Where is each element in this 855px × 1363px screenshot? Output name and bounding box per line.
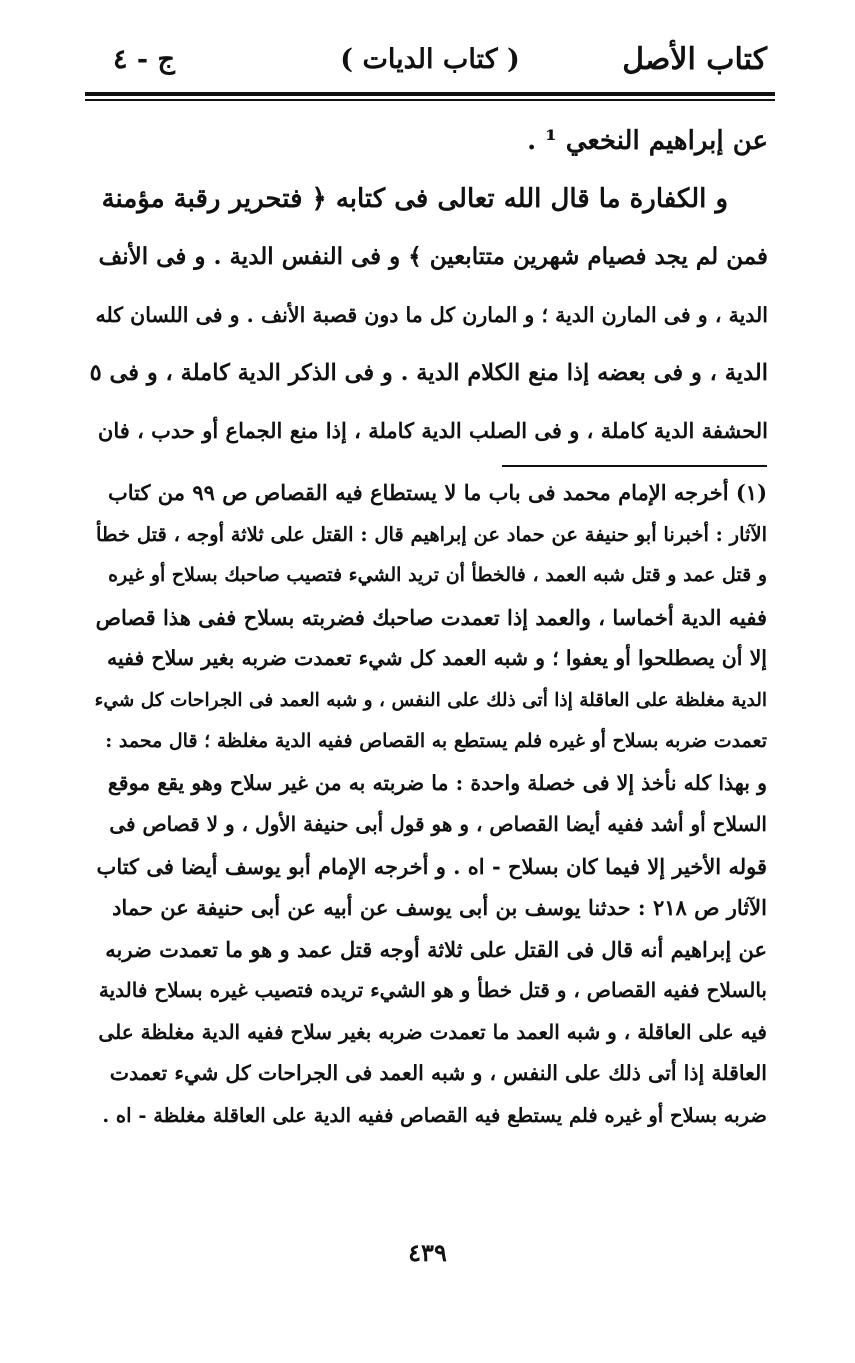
main-line: الدية ، و فى بعضه إذا منع الكلام الدية . و فى الذكر الدية كاملة ، و فى ٥ [89,360,768,386]
footnotes [95,472,767,1136]
book-title: كتاب الأصل [622,42,767,77]
footnote-line: الدية مغلظة على العاقلة إذا أتى ذلك على النفس ، و شبه العمد فى الجراحات كل شيء [94,689,767,711]
footnote-line: الآثار : أخبرنا أبو حنيفة عن حماد عن إبراهيم قال : القتل على ثلاثة أوجه ، قتل خطأ [96,522,767,546]
footnote-line: إلا أن يصطلحوا أو يعفوا ؛ و شبه العمد كل شيء تعمدت ضربه بغير سلاح ففيه [106,646,767,670]
footnote-line: عن إبراهيم أنه قال فى القتل على ثلاثة أوجه قتل عمد و هو ما تعمدت ضربه [105,936,767,962]
footnote-line: و قتل عمد و قتل شبه العمد ، فالخطأ أن تريد الشيء فتصيب صاحبك بسلاح أو غيره [108,564,767,586]
main-line: الحشفة الدية كاملة ، و فى الصلب الدية كاملة ، إذا منع الجماع أو حدب ، فان [97,418,768,443]
footnote-line: تعمدت ضربه بسلاح أو غيره فلم يستطع به القصاص ففيه الدية مغلظة ؛ قال محمد : [105,730,767,752]
footnote-line: قوله الأخير إلا فيما كان بسلاح - اه . و أخرجه الإمام أبو يوسف أيضا فى كتاب [96,853,767,879]
main-line: فمن لم يجد فصيام شهرين متتابعين ﴾ و فى النفس الدية . و فى الأنف [98,243,768,270]
footnote-line: (١) أخرجه الإمام محمد فى باب ما لا يستطاع فيه القصاص ص ٩٩ من كتاب [107,480,767,505]
chapter-title: ( كتاب الديات ) [340,44,520,75]
footnote-line: ضربه بسلاح أو غيره فلم يستطع فيه القصاص ففيه الدية على العاقلة مغلظة - اه . [102,1103,767,1127]
main-text [88,112,768,460]
running-header [85,36,775,86]
footnote-line: العاقلة إذا أتى ذلك على النفس ، و شبه العمد فى الجراحات كل شيء تعمدت [109,1061,767,1085]
header-rule-thick [85,92,775,96]
footnote-line: الآثار ص ٢١٨ : حدثنا يوسف بن أبى يوسف عن أبيه عن أبى حنيفة عن حماد [112,895,767,920]
footnote-separator [502,465,767,467]
footnote-line: ففيه الدية أخماسا ، والعمد إذا تعمدت صاحبك فضربته بسلاح ففى هذا قصاص [95,604,767,630]
header-rule-thin [85,99,775,101]
footnote-line: فيه على العاقلة ، و شبه العمد ما تعمدت ضربه بغير سلاح ففيه الدية مغلظة على [98,1019,767,1044]
volume-number: ج - ٤ [113,44,175,75]
main-line: الدية ، و فى المارن الدية ؛ و المارن كل ما دون قصبة الأنف . و فى اللسان كله [95,303,768,327]
page-number: ٤٣٩ [408,1238,447,1267]
main-line: عن إبراهيم النخعي ¹ . [527,126,768,156]
footnote-line: بالسلاح ففيه القصاص ، و قتل خطأ و هو الشيء تريده فتصيب غيره بسلاح فالدية [98,978,767,1002]
footnote-line: السلاح أو أشد ففيه أيضا القصاص ، و هو قول أبى حنيفة الأول ، و لا قصاص فى [109,812,767,836]
footnote-line: و بهذا كله نأخذ إلا فى خصلة واحدة : ما ضربته به من غير سلاح وهو يقع موقع [107,770,767,795]
main-line: و الكفارة ما قال الله تعالى فى كتابه ﴿ فتحرير رقبة مؤمنة [101,184,728,214]
